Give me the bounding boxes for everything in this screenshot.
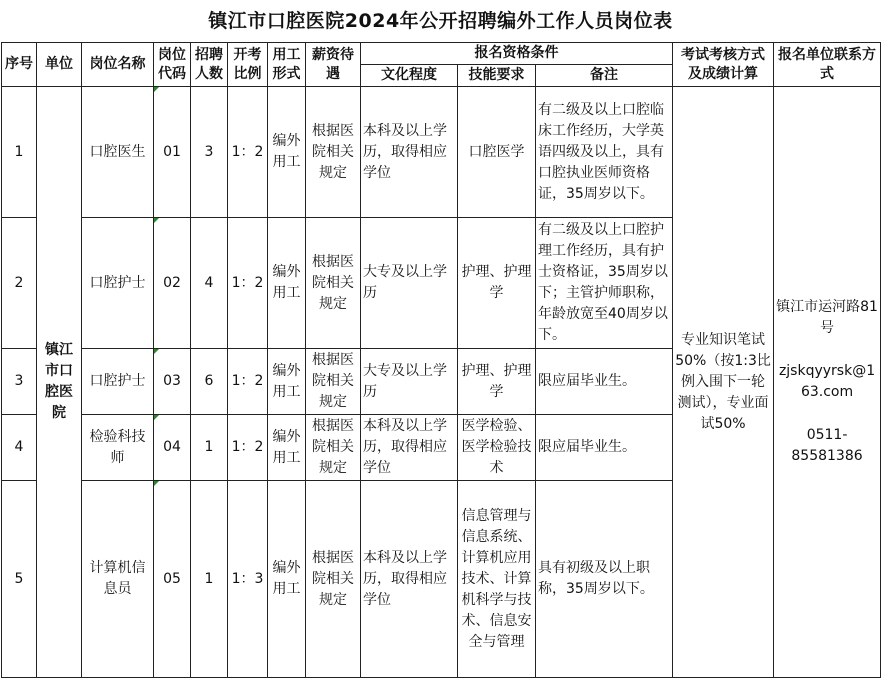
cell-exam-ratio: 1：3 <box>228 481 268 678</box>
cell-remarks: 有二级及以上口腔护理工作经历，具有护士资格证，35周岁以下；主管护师职称，年龄放宽至40周岁以下。 <box>536 218 673 349</box>
table-row <box>2 87 881 218</box>
cell-position-code: 04 <box>154 415 191 481</box>
cell-position-code: 02 <box>154 218 191 349</box>
cell-remarks: 有二级及以上口腔临床工作经历，大学英语四级及以上，具有口腔执业医师资格证，35周岁以下。 <box>536 87 673 218</box>
cell-position-name: 计算机信息员 <box>82 481 154 678</box>
cell-remarks: 具有初级及以上职称，35周岁以下。 <box>536 481 673 678</box>
cell-skills: 护理、护理学 <box>458 349 536 415</box>
cell-employment-form: 编外用工 <box>268 218 306 349</box>
cell-hire-count: 4 <box>191 218 228 349</box>
cell-exam-ratio: 1：2 <box>228 218 268 349</box>
header-contact: 报名单位联系方式 <box>774 43 881 87</box>
header-hire-count: 招聘人数 <box>191 43 228 87</box>
cell-seq: 2 <box>2 218 37 349</box>
header-skills: 技能要求 <box>458 65 536 87</box>
cell-position-code: 01 <box>154 87 191 218</box>
cell-assessment: 专业知识笔试50%（按1:3比例入围下一轮测试），专业面试50% <box>673 87 774 678</box>
cell-salary: 根据医院相关规定 <box>306 349 361 415</box>
header-education: 文化程度 <box>361 65 458 87</box>
cell-position-name: 口腔医生 <box>82 87 154 218</box>
header-remarks: 备注 <box>536 65 673 87</box>
cell-exam-ratio: 1：2 <box>228 87 268 218</box>
cell-exam-ratio: 1：2 <box>228 349 268 415</box>
cell-remarks: 限应届毕业生。 <box>536 349 673 415</box>
cell-position-code: 03 <box>154 349 191 415</box>
cell-salary: 根据医院相关规定 <box>306 87 361 218</box>
cell-exam-ratio: 1：2 <box>228 415 268 481</box>
cell-contact <box>774 87 881 678</box>
cell-skills: 护理、护理学 <box>458 218 536 349</box>
cell-hire-count: 1 <box>191 481 228 678</box>
contact-email: zjskqyyrsk@163.com <box>778 363 876 400</box>
header-position-code: 岗位代码 <box>154 43 191 87</box>
header-assessment: 考试考核方式及成绩计算 <box>673 43 774 87</box>
header-seq: 序号 <box>2 43 37 87</box>
cell-salary: 根据医院相关规定 <box>306 218 361 349</box>
cell-position-name: 口腔护士 <box>82 349 154 415</box>
cell-salary: 根据医院相关规定 <box>306 481 361 678</box>
contact-phone: 0511-85581386 <box>791 427 863 464</box>
cell-skills: 信息管理与信息系统、计算机应用技术、计算机科学与技术、信息安全与管理 <box>458 481 536 678</box>
cell-hire-count: 3 <box>191 87 228 218</box>
cell-education: 大专及以上学历 <box>361 349 458 415</box>
header-requirements-group: 报名资格条件 <box>361 43 673 65</box>
contact-address: 镇江市运河路81号 <box>776 299 878 336</box>
cell-remarks: 限应届毕业生。 <box>536 415 673 481</box>
header-salary: 薪资待遇 <box>306 43 361 87</box>
header-unit: 单位 <box>37 43 82 87</box>
cell-employment-form: 编外用工 <box>268 481 306 678</box>
cell-employment-form: 编外用工 <box>268 415 306 481</box>
cell-employment-form: 编外用工 <box>268 349 306 415</box>
cell-skills: 医学检验、医学检验技术 <box>458 415 536 481</box>
header-employment-form: 用工形式 <box>268 43 306 87</box>
cell-education: 本科及以上学历，取得相应学位 <box>361 481 458 678</box>
cell-education: 大专及以上学历 <box>361 218 458 349</box>
cell-position-name: 口腔护士 <box>82 218 154 349</box>
cell-seq: 3 <box>2 349 37 415</box>
cell-employment-form: 编外用工 <box>268 87 306 218</box>
cell-position-code: 05 <box>154 481 191 678</box>
cell-education: 本科及以上学历，取得相应学位 <box>361 415 458 481</box>
header-row <box>2 43 881 65</box>
cell-seq: 5 <box>2 481 37 678</box>
cell-seq: 1 <box>2 87 37 218</box>
cell-education: 本科及以上学历，取得相应学位 <box>361 87 458 218</box>
recruitment-table <box>1 42 881 678</box>
cell-position-name: 检验科技师 <box>82 415 154 481</box>
cell-hire-count: 1 <box>191 415 228 481</box>
cell-salary: 根据医院相关规定 <box>306 415 361 481</box>
cell-seq: 4 <box>2 415 37 481</box>
cell-skills: 口腔医学 <box>458 87 536 218</box>
page-title: 镇江市口腔医院2024年公开招聘编外工作人员岗位表 <box>208 10 673 32</box>
cell-hire-count: 6 <box>191 349 228 415</box>
header-position-name: 岗位名称 <box>82 43 154 87</box>
cell-unit: 镇江市口腔医院 <box>37 87 82 678</box>
header-exam-ratio: 开考比例 <box>228 43 268 87</box>
